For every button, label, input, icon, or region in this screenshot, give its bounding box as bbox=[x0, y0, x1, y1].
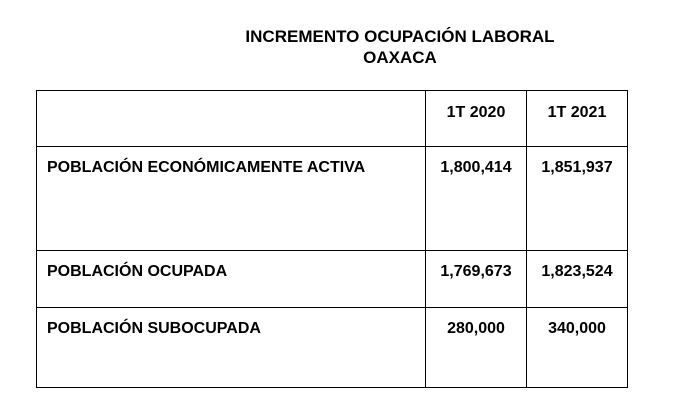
value-2020: 1,769,673 bbox=[426, 251, 527, 308]
header-cell-1t-2021: 1T 2021 bbox=[527, 91, 628, 147]
title-line-2: OAXACA bbox=[363, 48, 437, 67]
title-line-1: INCREMENTO OCUPACIÓN LABORAL bbox=[245, 27, 555, 46]
table-header-row bbox=[37, 91, 628, 147]
value-2020: 280,000 bbox=[426, 308, 527, 388]
value-2021: 1,823,524 bbox=[527, 251, 628, 308]
document-title bbox=[0, 26, 687, 68]
value-2020: 1,800,414 bbox=[426, 147, 527, 251]
row-label: POBLACIÓN SUBOCUPADA bbox=[37, 308, 426, 388]
table-row bbox=[37, 308, 628, 388]
value-2021: 340,000 bbox=[527, 308, 628, 388]
header-cell-empty bbox=[37, 91, 426, 147]
table-row bbox=[37, 251, 628, 308]
header-cell-1t-2020: 1T 2020 bbox=[426, 91, 527, 147]
employment-table bbox=[36, 90, 628, 388]
table-row bbox=[37, 147, 628, 251]
row-label: POBLACIÓN OCUPADA bbox=[37, 251, 426, 308]
value-2021: 1,851,937 bbox=[527, 147, 628, 251]
row-label: POBLACIÓN ECONÓMICAMENTE ACTIVA bbox=[37, 147, 426, 251]
